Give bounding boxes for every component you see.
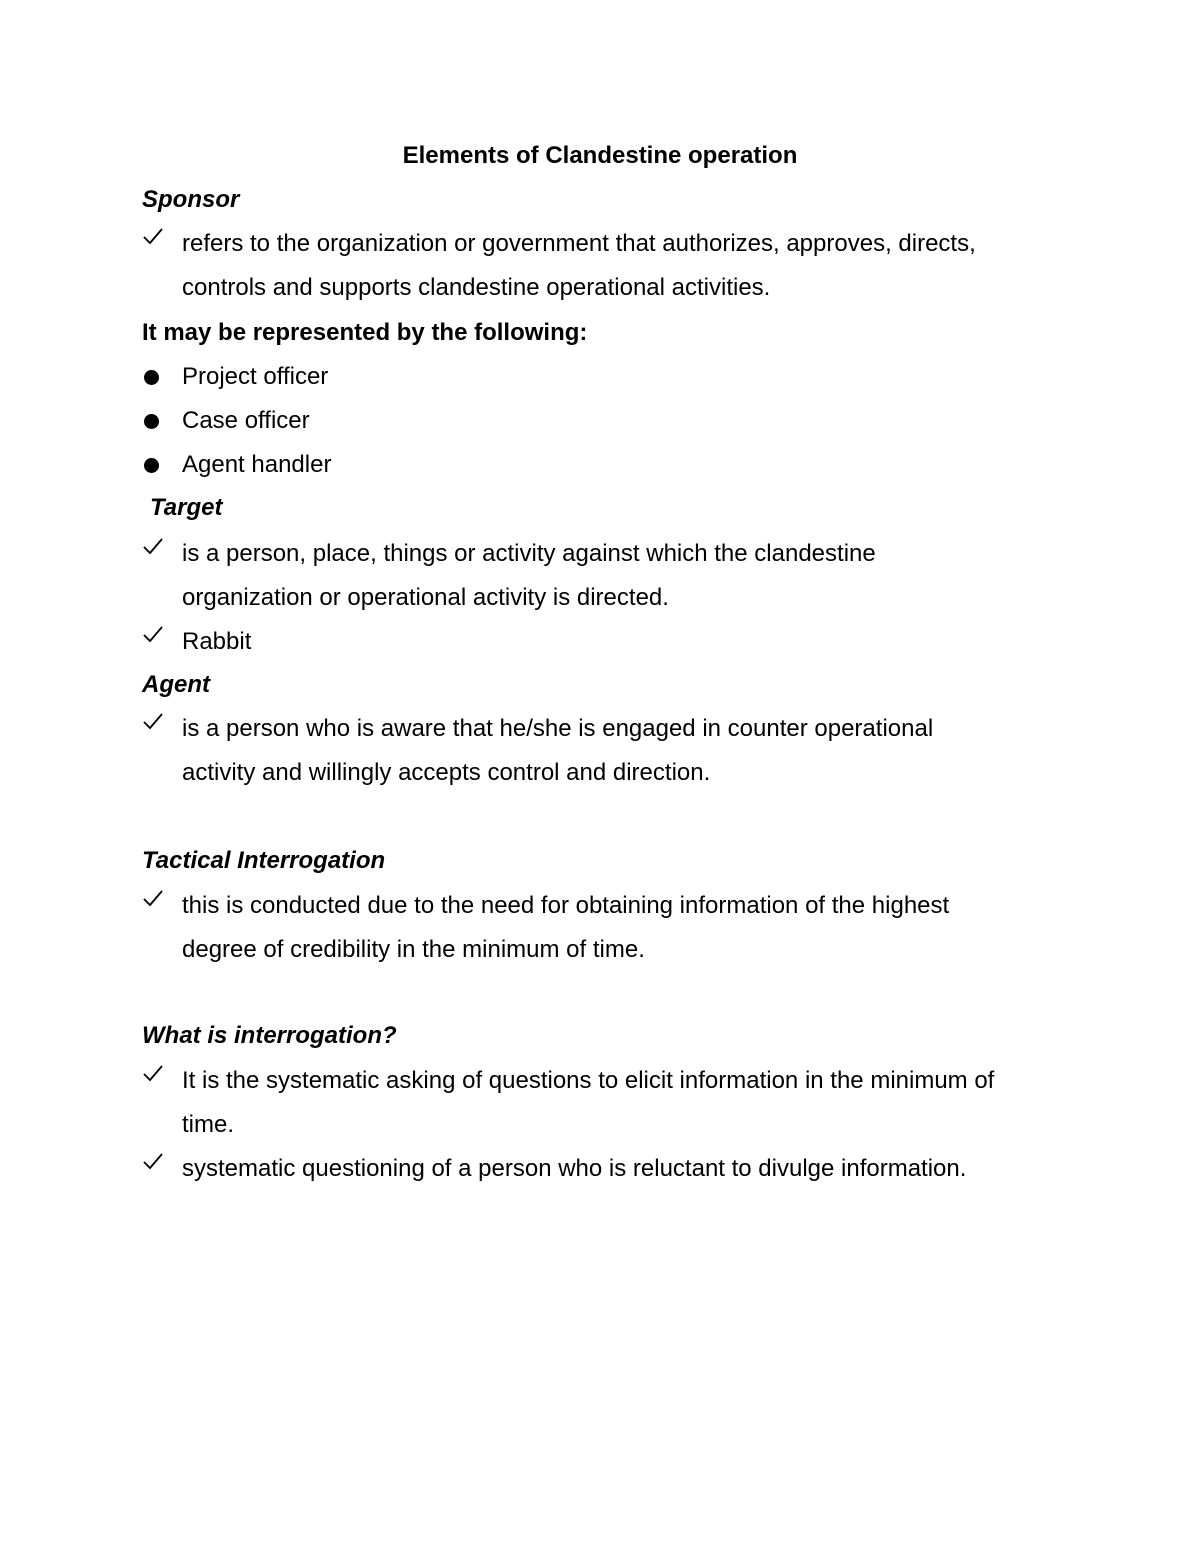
agent-heading: Agent [142,671,210,698]
interrogation-definition1-line2: time. [182,1111,235,1138]
bullet-dot-icon [144,370,159,385]
tactical-interrogation-line1: this is conducted due to the need for obtaining information of the highest [182,892,950,919]
target-definition-line1: is a person, place, things or activity against which the clandestine [182,540,876,567]
target-example: Rabbit [182,628,252,655]
checkmark-icon [142,624,166,660]
representative-item: Agent handler [182,451,332,478]
tactical-interrogation-heading: Tactical Interrogation [142,847,386,874]
interrogation-definition2: systematic questioning of a person who is reluctant to divulge information. [182,1155,967,1182]
agent-definition-line1: is a person who is aware that he/she is engaged in counter operational [182,715,934,742]
checkmark-icon [142,711,166,747]
checkmark-icon [142,536,166,572]
bullet-dot-icon [144,414,159,429]
checkmark-icon [142,1151,166,1187]
representative-item: Case officer [182,407,310,434]
checkmark-icon [142,888,166,924]
target-heading: Target [150,494,223,521]
interrogation-definition1-line1: It is the systematic asking of questions to elicit information in the minimum of [182,1067,995,1094]
agent-definition-line2: activity and willingly accepts control and direction. [182,759,711,786]
sponsor-definition-line1: refers to the organization or government that authorizes, approves, directs, [182,230,976,257]
represented-by-label: It may be represented by the following: [142,319,588,346]
what-is-interrogation-heading: What is interrogation? [142,1022,397,1049]
sponsor-heading: Sponsor [142,186,240,213]
tactical-interrogation-line2: degree of credibility in the minimum of time. [182,936,645,963]
checkmark-icon [142,226,166,262]
sponsor-definition-line2: controls and supports clandestine operational activities. [182,274,771,301]
bullet-dot-icon [144,458,159,473]
target-definition-line2: organization or operational activity is directed. [182,584,669,611]
page-title: Elements of Clandestine operation [402,142,798,169]
representative-item: Project officer [182,363,329,390]
checkmark-icon [142,1063,166,1099]
